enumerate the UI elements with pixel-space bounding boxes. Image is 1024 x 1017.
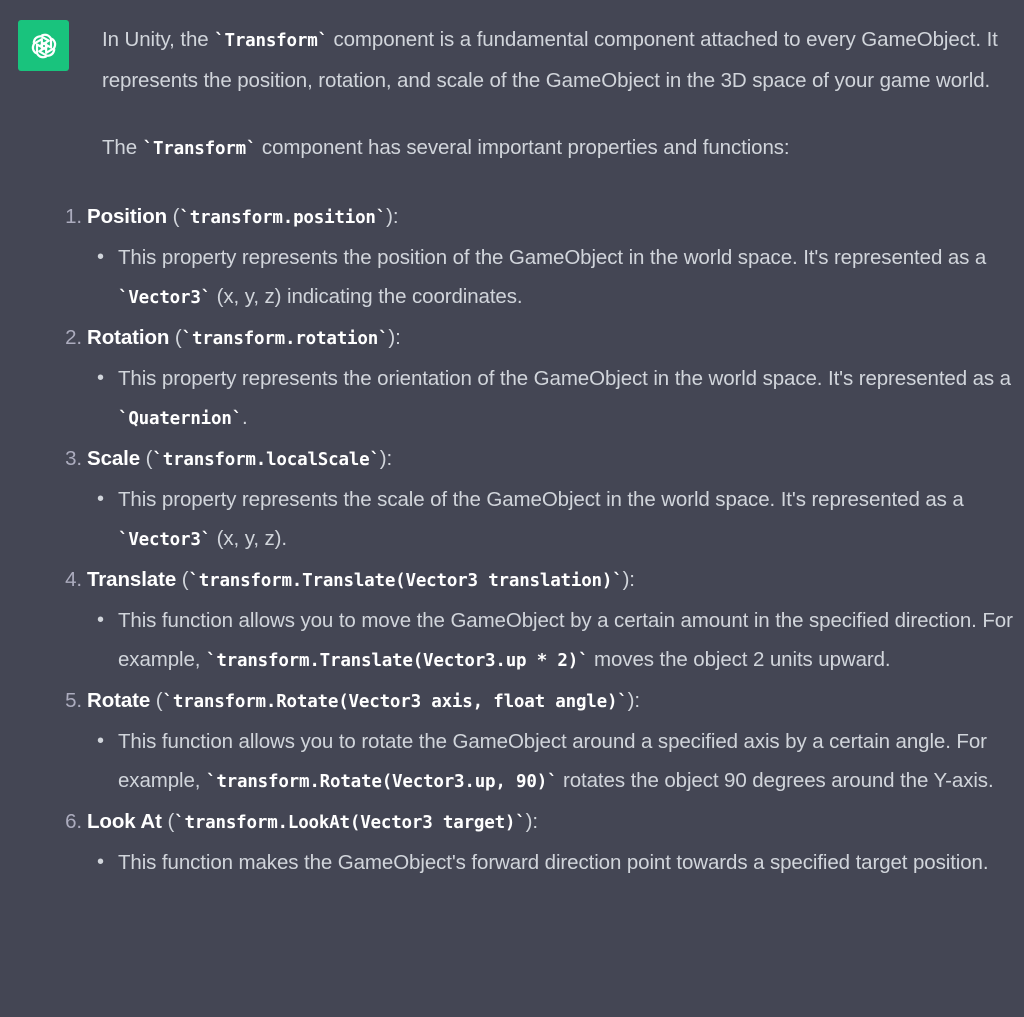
inline-code: `transform.Rotate(Vector3.up, 90)`: [205, 772, 558, 792]
list-number: 6.: [65, 810, 82, 833]
item-title: Translate: [87, 568, 177, 591]
intro-paragraph: [102, 20, 1017, 100]
bullet-dot: •: [97, 851, 104, 873]
inline-code: `Quaternion`: [118, 409, 243, 429]
bullet-dot: •: [97, 367, 104, 389]
bullet-text: (x, y, z) indicating the coordinates.: [211, 285, 523, 308]
item-title: Look At: [87, 810, 162, 833]
item-title: Position: [87, 205, 168, 228]
item-title: Rotate: [87, 689, 151, 712]
inline-code: `transform.localScale`: [152, 450, 380, 470]
bullet-item: [87, 480, 1017, 560]
summary-text: The: [102, 136, 143, 159]
bullet-item: [87, 359, 1017, 439]
bullet-item: [87, 601, 1017, 681]
bullet-dot: •: [97, 730, 104, 752]
list-item-heading: 1. Position (`transform.position`):: [87, 197, 1017, 238]
list-item: [65, 439, 1017, 560]
list-item-heading: 5. Rotate (`transform.Rotate(Vector3 axis, float angle)`):: [87, 681, 1017, 722]
list-item: [65, 681, 1017, 802]
item-title: Rotation: [87, 326, 170, 349]
bullet-dot: •: [97, 609, 104, 631]
bullet-text: .: [242, 406, 248, 429]
property-list: [65, 197, 1017, 882]
inline-code: `Transform`: [214, 31, 328, 51]
inline-code: `transform.rotation`: [181, 329, 389, 349]
inline-code: `transform.position`: [179, 208, 387, 228]
list-item-heading: 6. Look At (`transform.LookAt(Vector3 target)`):: [87, 802, 1017, 843]
list-item-heading: 3. Scale (`transform.localScale`):: [87, 439, 1017, 480]
intro-text: component is a fundamental component attached to every GameObject. It represents the position, rotation, and scale of the GameObject in the 3D space of your game world.: [102, 28, 998, 92]
assistant-avatar: [18, 20, 69, 71]
list-number: 4.: [65, 568, 82, 591]
list-number: 5.: [65, 689, 82, 712]
bullet-text: rotates the object 90 degrees around the Y-axis.: [557, 769, 994, 792]
inline-code: `Transform`: [142, 139, 257, 159]
list-item-heading: 2. Rotation (`transform.rotation`):: [87, 318, 1017, 359]
inline-code: `transform.LookAt(Vector3 target)`: [174, 813, 526, 833]
bullet-text: This property represents the position of the GameObject in the world space. It's represented as a: [118, 246, 987, 269]
list-item: [65, 318, 1017, 439]
bullet-text: This function makes the GameObject's forward direction point towards a specified target position.: [118, 851, 989, 874]
list-number: 3.: [65, 447, 82, 470]
bullet-text: This property represents the scale of the GameObject in the world space. It's represented as a: [118, 488, 964, 511]
intro-text: In Unity, the: [102, 28, 215, 51]
inline-code: `transform.Translate(Vector3 translation)`: [188, 571, 623, 591]
list-item-heading: 4. Translate (`transform.Translate(Vector3 translation)`):: [87, 560, 1017, 601]
inline-code: `Vector3`: [118, 530, 212, 550]
openai-logo-icon: [29, 31, 59, 61]
bullet-item: [87, 238, 1017, 318]
summary-paragraph: [102, 128, 1017, 169]
bullet-dot: •: [97, 246, 104, 268]
list-item: [65, 560, 1017, 681]
inline-code: `transform.Rotate(Vector3 axis, float angle)`: [162, 692, 628, 712]
assistant-message: [65, 20, 1017, 882]
list-number: 2.: [65, 326, 82, 349]
bullet-text: moves the object 2 units upward.: [588, 648, 891, 671]
list-item: [65, 197, 1017, 318]
bullet-text: This function allows you to move the GameObject by a certain amount in the specified direction. For example,: [118, 609, 1013, 671]
bullet-item: [87, 722, 1017, 802]
inline-code: `transform.Translate(Vector3.up * 2)`: [205, 651, 589, 671]
list-item: [65, 802, 1017, 882]
inline-code: `Vector3`: [118, 288, 212, 308]
summary-text: component has several important properties and functions:: [256, 136, 790, 159]
bullet-text: (x, y, z).: [211, 527, 287, 550]
bullet-text: This property represents the orientation of the GameObject in the world space. It's represented as a: [118, 367, 1011, 390]
item-title: Scale: [87, 447, 141, 470]
bullet-text: This function allows you to rotate the GameObject around a specified axis by a certain angle. For example,: [118, 730, 987, 792]
list-number: 1.: [65, 205, 82, 228]
bullet-dot: •: [97, 488, 104, 510]
bullet-item: [87, 843, 1017, 882]
